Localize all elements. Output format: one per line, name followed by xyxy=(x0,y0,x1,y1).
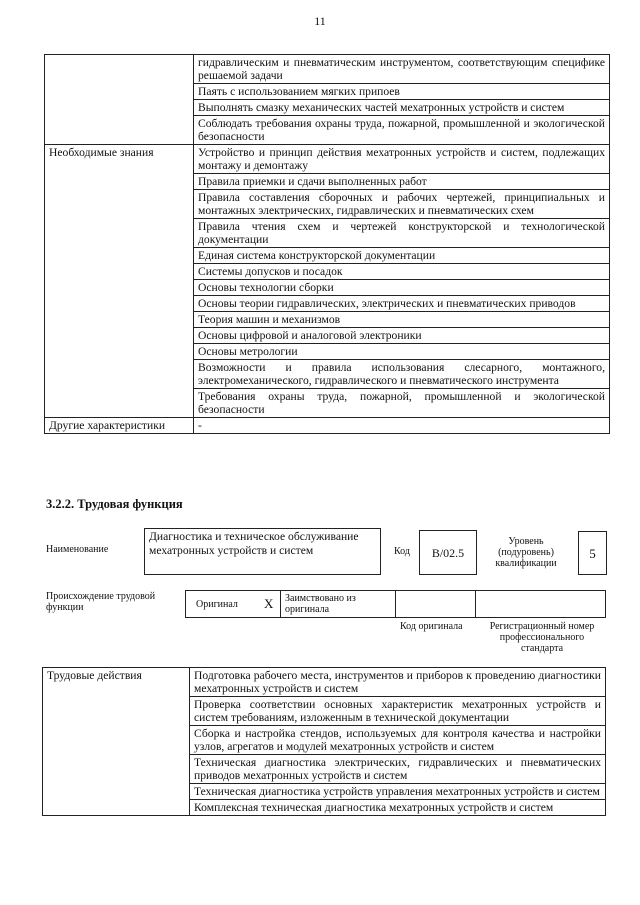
table-row: Техническая диагностика устройств управления мехатронных устройств и систем xyxy=(190,784,606,800)
original-mark: X xyxy=(264,596,274,611)
table-row: Правила приемки и сдачи выполненных работ xyxy=(194,174,610,190)
name-label: Наименование xyxy=(46,544,109,555)
section-title: 3.2.2. Трудовая функция xyxy=(46,497,183,511)
table-row: Правила чтения схем и чертежей конструкторской и технологической документации xyxy=(194,219,610,248)
code-box xyxy=(419,530,477,575)
table-row: Основы цифровой и аналоговой электроники xyxy=(194,328,610,344)
original-label: Оригинал xyxy=(196,599,238,610)
origin-divider xyxy=(395,591,396,617)
borrowed-label: Заимствовано из оригинала xyxy=(285,593,356,615)
origin-box xyxy=(185,590,606,618)
skills-label-cell xyxy=(45,55,194,145)
table-row: Системы допусков и посадок xyxy=(194,264,610,280)
knowledge-label: Необходимые знания xyxy=(45,145,194,418)
actions-label: Трудовые действия xyxy=(43,668,190,816)
function-name-value: Диагностика и техническое обслуживание мехатронных устройств и систем xyxy=(149,530,359,557)
code-label: Код xyxy=(394,546,410,557)
table-row: Устройство и принцип действия мехатронных устройств и систем, подлежащих монтажу и демонтажу xyxy=(194,145,610,174)
page-number: 11 xyxy=(314,14,326,28)
table-row: Теория машин и механизмов xyxy=(194,312,610,328)
table-row: Проверка соответствии основных характеристик мехатронных устройств и систем требованиям, изложенным в технической документации xyxy=(190,697,606,726)
table-row: Правила составления сборочных и рабочих чертежей, принципиальных и монтажных электрических, гидравлических и пневматических схем xyxy=(194,190,610,219)
table-row: Техническая диагностика электрических, гидравлических и пневматических приводов мехатронных устройств и систем xyxy=(190,755,606,784)
knowledge-table xyxy=(44,54,610,434)
reg-number-label: Регистрационный номер профессионального стандарта xyxy=(489,621,595,654)
table-row: Подготовка рабочего места, инструментов и приборов к проведению диагностики мехатронных устройств и систем xyxy=(190,668,606,697)
table-row: гидравлическим и пневматическим инструментом, соответствующим специфике решаемой задачи xyxy=(194,55,610,84)
level-label: Уровень (подуровень) квалификации xyxy=(495,536,557,569)
table-row: Основы технологии сборки xyxy=(194,280,610,296)
function-name-box xyxy=(144,528,381,575)
table-row: Основы метрологии xyxy=(194,344,610,360)
table-row: Требования охраны труда, пожарной, промышленной и экологической безопасности xyxy=(194,389,610,418)
table-row: Паять с использованием мягких припоев xyxy=(194,84,610,100)
table-row: Сборка и настройка стендов, используемых для контроля качества и настройки узлов, агрегатов и модулей мехатронных устройств и систем xyxy=(190,726,606,755)
other-characteristics-label: Другие характеристики xyxy=(45,418,194,434)
origin-divider xyxy=(280,591,281,617)
origin-label: Происхождение трудовой функции xyxy=(46,591,156,613)
origin-divider xyxy=(475,591,476,617)
code-value: B/02.5 xyxy=(431,546,465,560)
table-row: Возможности и правила использования слесарного, монтажного, электромеханического, гидравлического и пневматического инструмента xyxy=(194,360,610,389)
table-row: Основы теории гидравлических, электрических и пневматических приводов xyxy=(194,296,610,312)
actions-table xyxy=(42,667,606,816)
origin-code-label: Код оригинала xyxy=(400,621,463,632)
table-row: Единая система конструкторской документации xyxy=(194,248,610,264)
table-row: Комплексная техническая диагностика мехатронных устройств и систем xyxy=(190,800,606,816)
level-value: 5 xyxy=(589,546,596,561)
other-characteristics-value: - xyxy=(194,418,610,434)
table-row: Выполнять смазку механических частей мехатронных устройств и систем xyxy=(194,100,610,116)
level-box xyxy=(578,531,607,575)
table-row: Соблюдать требования охраны труда, пожарной, промышленной и экологической безопасности xyxy=(194,116,610,145)
